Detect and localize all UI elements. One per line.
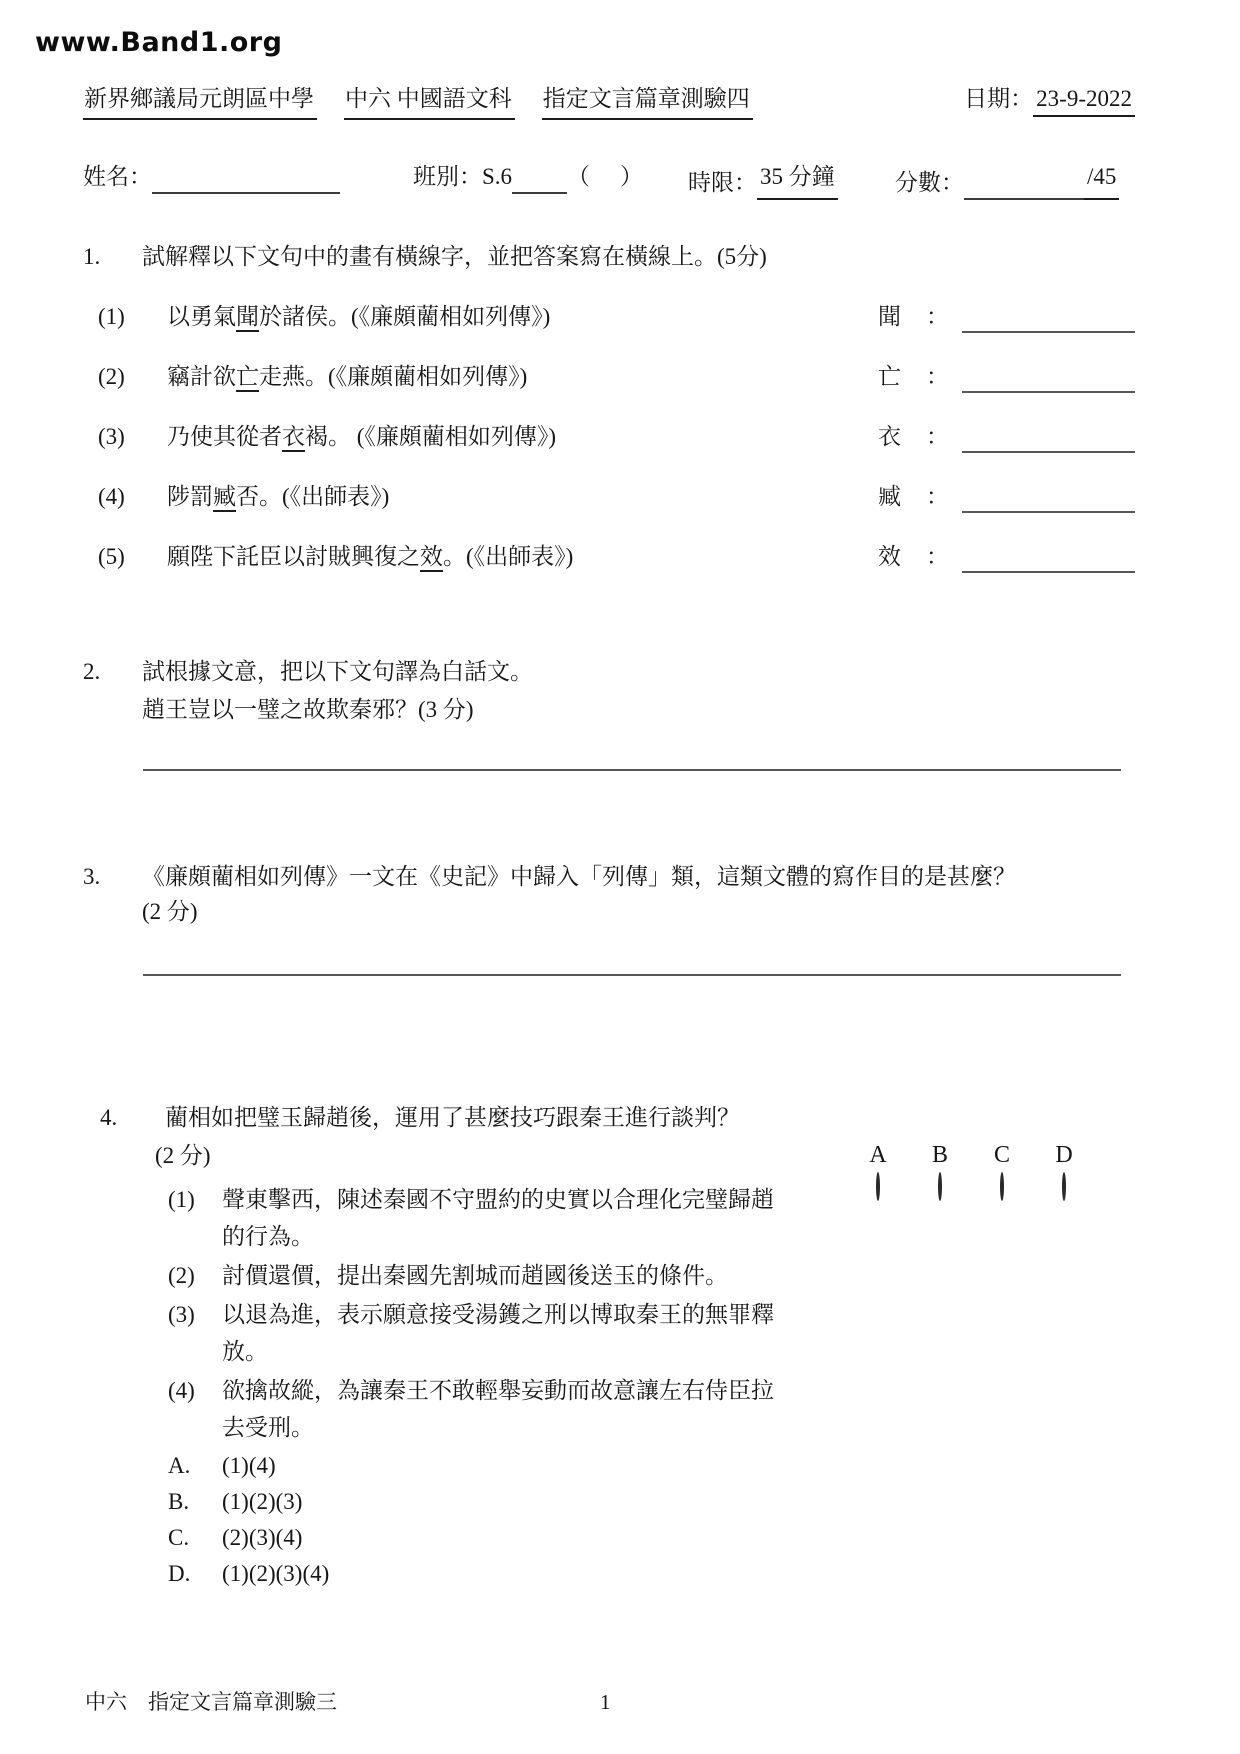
statement-line: 欲擒故縱，為讓秦王不敢輕舉妄動而故意讓左右侍臣拉	[222, 1378, 774, 1403]
underlined-char: 亡	[236, 364, 259, 392]
option-b-marker: B.	[168, 1489, 190, 1514]
q1-item-2-term: 亡	[878, 364, 901, 389]
statement-3-marker: (3)	[168, 1302, 195, 1327]
question-2-number: 2.	[83, 659, 101, 684]
sentence-pre: 陟罰	[167, 484, 213, 509]
class-label: 班別：	[413, 164, 482, 189]
sentence-post: 。(《出師表》)	[443, 544, 574, 569]
class-subject: 中六 中國語文科	[344, 84, 515, 120]
answer-bubble-d[interactable]	[1062, 1172, 1066, 1201]
q1-item-3-term: 衣	[878, 424, 901, 449]
option-b-value: (1)(2)(3)	[222, 1489, 303, 1514]
paper-header	[83, 84, 1135, 120]
date-label: 日期：	[964, 86, 1034, 111]
question-1	[83, 240, 1135, 573]
answer-bubble-a[interactable]	[876, 1172, 880, 1201]
q1-item-3-colon: ：	[926, 424, 949, 449]
statement-line: 的行為。	[222, 1224, 314, 1249]
class-group	[413, 160, 643, 194]
site-watermark: www.Band1.org	[35, 27, 283, 58]
footer-paper-label: 中六 指定文言篇章測驗三	[85, 1690, 337, 1714]
answer-line[interactable]	[962, 483, 1135, 513]
paper-title: 指定文言篇章測驗四	[542, 84, 753, 120]
q1-item-5-colon: ：	[926, 544, 949, 569]
statement-4-text	[222, 1372, 788, 1446]
sentence-post: 否。(《出師表》)	[236, 484, 390, 509]
question-3-heading	[83, 860, 1135, 893]
q1-item-5-answer-area	[878, 541, 1135, 573]
q1-item-1-colon: ：	[926, 304, 949, 329]
question-1-heading	[83, 240, 1135, 273]
bubble-col-b	[909, 1174, 971, 1200]
question-2-prompt: 試根據文意，把以下文句譯為白話文。	[142, 659, 533, 684]
sentence-pre: 願陛下託臣以討賊興復之	[167, 544, 420, 569]
statement-line: 去受刑。	[222, 1415, 314, 1440]
option-c	[168, 1520, 1135, 1556]
statement-line: 聲東擊西，陳述秦國不守盟約的史實以合理化完璧歸趙	[222, 1187, 774, 1212]
question-2-heading	[83, 655, 1135, 688]
q1-item-4-answer-area	[878, 481, 1135, 513]
school-name: 新界鄉議局元朗區中學	[83, 84, 317, 120]
option-c-value: (2)(3)(4)	[222, 1525, 303, 1550]
option-a-value: (1)(4)	[222, 1453, 276, 1478]
sentence-post: 於諸侯。(《廉頗藺相如列傳》)	[259, 304, 551, 329]
sentence-pre: 竊計欲	[167, 364, 236, 389]
underlined-char: 臧	[213, 484, 236, 512]
statement-line: 放。	[222, 1339, 268, 1364]
bubble-col-c	[971, 1174, 1033, 1200]
statement-4	[168, 1372, 1135, 1446]
statement-line: 討價還價，提出秦國先割城而趙國後送玉的條件。	[222, 1263, 728, 1288]
time-group	[688, 160, 838, 200]
q1-item-5-term: 效	[878, 544, 901, 569]
statement-1-marker: (1)	[168, 1187, 195, 1212]
q1-item-3-marker: (3)	[98, 424, 125, 449]
q1-item-1-term: 聞	[878, 304, 901, 329]
time-label: 時限：	[688, 170, 757, 195]
class-paren-open: （	[567, 164, 591, 189]
q1-item-1	[83, 301, 1135, 333]
bubble-col-d	[1033, 1174, 1095, 1200]
question-3-number: 3.	[83, 864, 101, 889]
q1-item-2-colon: ：	[926, 364, 949, 389]
mc-answer-letters	[847, 1142, 1095, 1169]
q1-item-3-sentence	[167, 421, 878, 453]
question-4-number: 4.	[100, 1105, 118, 1130]
q1-item-2-answer-area	[878, 361, 1135, 393]
statement-2	[168, 1257, 1135, 1294]
answer-line[interactable]	[962, 303, 1135, 333]
question-2	[83, 655, 1135, 771]
q1-item-4-term: 臧	[878, 484, 901, 509]
class-prefix: S.6	[482, 164, 513, 189]
question-1-prompt: 試解釋以下文句中的畫有橫線字，並把答案寫在橫線上。(5分)	[142, 244, 767, 269]
underlined-char: 效	[420, 544, 443, 572]
q1-item-5-marker: (5)	[98, 544, 125, 569]
score-label: 分數：	[895, 170, 964, 195]
page-number: 1	[600, 1690, 611, 1714]
date-value: 23-9-2022	[1033, 86, 1135, 117]
answer-bubble-c[interactable]	[1000, 1172, 1004, 1201]
underlined-char: 聞	[236, 304, 259, 332]
answer-line[interactable]	[962, 363, 1135, 393]
class-blank-field[interactable]	[512, 164, 567, 194]
sentence-pre: 以勇氣	[167, 304, 236, 329]
q1-item-2	[83, 361, 1135, 393]
q1-item-2-sentence	[167, 361, 878, 393]
mc-letter-d: D	[1055, 1142, 1073, 1168]
name-label: 姓名：	[83, 164, 152, 189]
mc-answer-bubbles	[847, 1174, 1095, 1200]
name-blank-field[interactable]	[152, 164, 340, 194]
q1-item-5-sentence	[167, 541, 878, 573]
statement-line: 以退為進，表示願意接受湯鑊之刑以博取秦王的無罪釋	[222, 1302, 774, 1327]
student-info-row	[83, 160, 1135, 200]
statement-2-marker: (2)	[168, 1263, 195, 1288]
q1-item-3	[83, 421, 1135, 453]
q1-item-5	[83, 541, 1135, 573]
option-d-value: (1)(2)(3)(4)	[222, 1561, 330, 1586]
answer-line[interactable]	[962, 543, 1135, 573]
q1-item-4-colon: ：	[926, 484, 949, 509]
option-a	[168, 1448, 1135, 1484]
question-4-prompt: 藺相如把璧玉歸趙後，運用了甚麼技巧跟秦王進行談判？	[165, 1105, 740, 1130]
q1-item-4-sentence	[167, 481, 878, 513]
name-group	[83, 160, 340, 194]
statement-2-text	[222, 1257, 788, 1294]
score-group	[895, 160, 1119, 200]
question-4-options	[83, 1448, 1135, 1592]
option-d	[168, 1556, 1135, 1592]
answer-line[interactable]	[143, 974, 1121, 976]
question-4-heading	[83, 1101, 1135, 1134]
option-d-marker: D.	[168, 1561, 191, 1586]
bubble-col-a	[847, 1174, 909, 1200]
q1-item-4-marker: (4)	[98, 484, 125, 509]
date-group	[964, 84, 1135, 114]
statement-3	[168, 1296, 1135, 1370]
option-a-marker: A.	[168, 1453, 191, 1478]
question-2-sentence: 趙王豈以一璧之故欺秦邪？(3 分)	[142, 697, 474, 722]
question-4	[83, 1101, 1135, 1592]
mc-letter-a: A	[869, 1142, 887, 1168]
question-3-prompt: 《廉頗藺相如列傳》一文在《史記》中歸入「列傳」類，這類文體的寫作目的是甚麼？	[142, 864, 1016, 889]
sentence-post: 褐。 (《廉頗藺相如列傳》)	[305, 424, 557, 449]
question-1-number: 1.	[83, 244, 101, 269]
option-b	[168, 1484, 1135, 1520]
sentence-pre: 乃使其從者	[167, 424, 282, 449]
sentence-post: 走燕。(《廉頗藺相如列傳》)	[259, 364, 528, 389]
score-total: /45	[1084, 160, 1119, 200]
class-paren-close: ）	[620, 164, 644, 189]
q1-item-1-answer-area	[878, 301, 1135, 333]
question-3	[83, 860, 1135, 976]
statement-1-text	[222, 1181, 788, 1255]
q1-item-2-marker: (2)	[98, 364, 125, 389]
answer-bubble-b[interactable]	[938, 1172, 942, 1201]
q1-item-1-marker: (1)	[98, 304, 125, 329]
underlined-char: 衣	[282, 424, 305, 452]
question-4-marks: (2 分)	[155, 1143, 211, 1168]
q1-item-3-answer-area	[878, 421, 1135, 453]
mc-letter-b: B	[931, 1142, 948, 1168]
time-value: 35 分鐘	[757, 160, 838, 200]
answer-line[interactable]	[962, 423, 1135, 453]
question-4-statements	[83, 1181, 1135, 1446]
statement-4-marker: (4)	[168, 1378, 195, 1403]
q1-item-4	[83, 481, 1135, 513]
mc-letter-c: C	[993, 1142, 1010, 1168]
q1-item-1-sentence	[167, 301, 878, 333]
option-c-marker: C.	[168, 1525, 190, 1550]
question-3-marks: (2 分)	[142, 899, 198, 924]
score-blank-field[interactable]	[964, 170, 1084, 200]
statement-3-text	[222, 1296, 788, 1370]
answer-line[interactable]	[143, 769, 1121, 771]
